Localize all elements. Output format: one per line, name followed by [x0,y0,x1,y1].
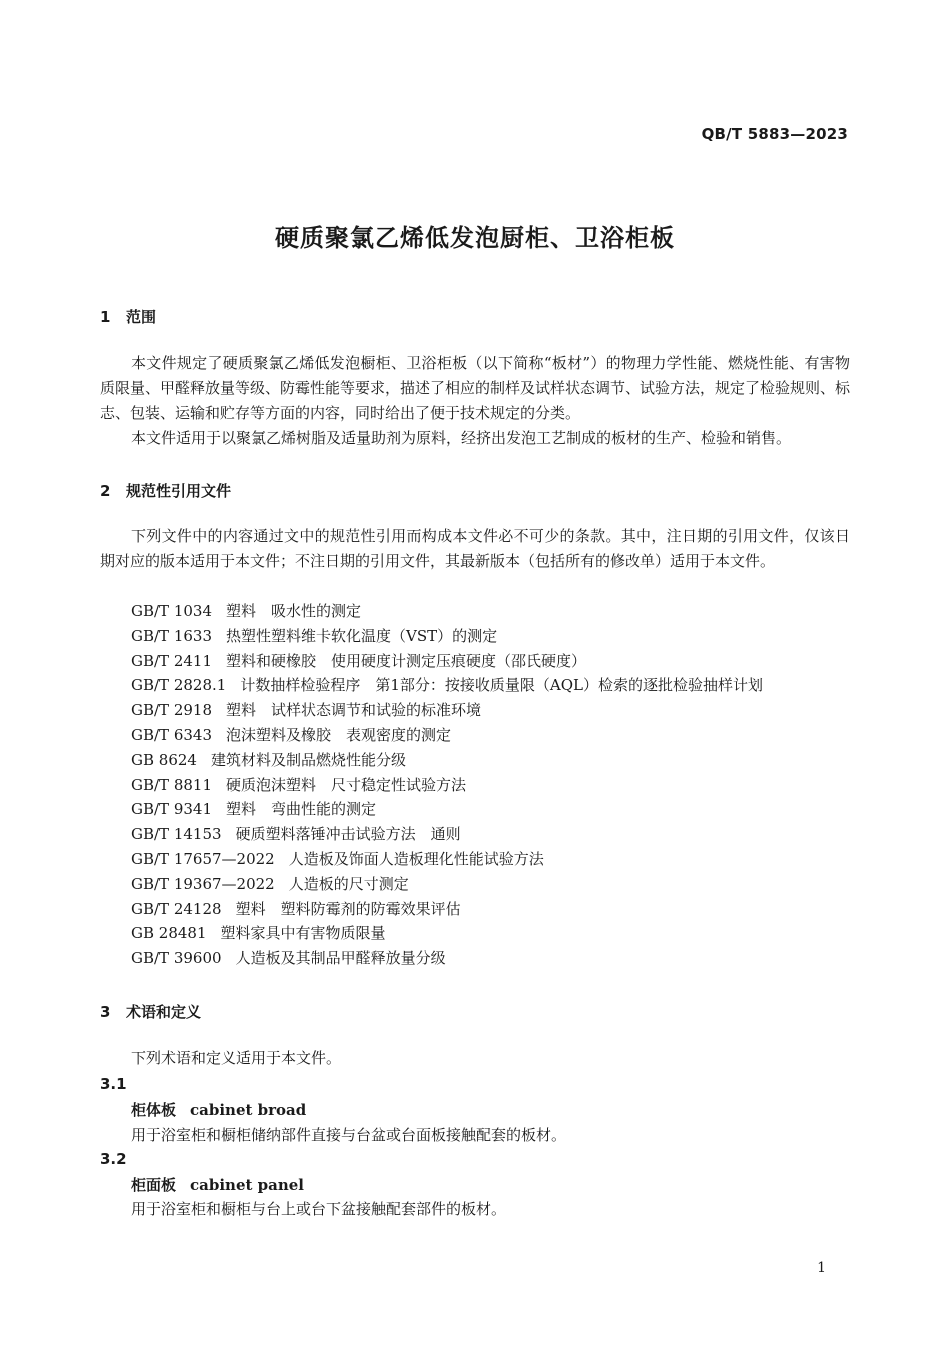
reference-item [131,797,763,822]
term-en: cabinet broad [190,1101,307,1119]
term-zh: 柜面板 [131,1176,177,1194]
reference-code: GB/T 39600 [131,949,222,968]
term-entry [131,1099,306,1120]
scope-paragraph-2: 本文件适用于以聚氯乙烯树脂及适量助剂为原料，经挤出发泡工艺制成的板材的生产、检验和销售。 [131,429,792,447]
reference-item [131,723,763,748]
reference-code: GB/T 24128 [131,899,222,918]
reference-title: 塑料 试样状态调节和试验的标准环境 [226,701,482,720]
reference-item [131,822,763,847]
section-number: 3 [100,1003,111,1021]
reference-item [131,773,763,798]
section-number: 1 [100,308,111,326]
reference-code: GB/T 17657—2022 [131,849,275,868]
standard-code: QB/T 5883—2023 [701,125,848,143]
normative-intro: 下列文件中的内容通过文中的规范性引用而构成本文件必不可少的条款。其中，注日期的引用文件，仅该日期对应的版本适用于本文件；不注日期的引用文件，其最新版本（包括所有的修改单）适用于本文件。 [100,527,850,570]
term-entry [131,1174,304,1195]
reference-code: GB/T 2411 [131,651,213,670]
reference-item [131,748,763,773]
clause-number: 3.2 [100,1150,127,1168]
term-definition: 用于浴室柜和橱柜储纳部件直接与台盆或台面板接触配套的板材。 [131,1126,567,1144]
section-title: 术语和定义 [126,1003,202,1021]
reference-item [131,599,763,624]
reference-title: 建筑材料及制品燃烧性能分级 [210,750,406,769]
reference-code: GB/T 2828.1 [131,676,227,695]
reference-item [131,847,763,872]
reference-code: GB/T 9341 [131,800,213,819]
reference-code: GB/T 14153 [131,825,222,844]
reference-code: GB/T 19367—2022 [131,874,275,893]
reference-title: 硬质泡沫塑料 尺寸稳定性试验方法 [226,775,467,794]
reference-code: GB/T 1034 [131,602,213,620]
document-title: 硬质聚氯乙烯低发泡厨柜、卫浴柜板 [275,224,675,252]
reference-item [131,698,763,723]
reference-title: 人造板及饰面人造板理化性能试验方法 [288,849,544,868]
reference-title: 人造板及其制品甲醛释放量分级 [235,949,446,968]
reference-title: 计数抽样检验程序 第1部分：按接收质量限（AQL）检索的逐批检验抽样计划 [240,676,763,695]
terms-intro: 下列术语和定义适用于本文件。 [131,1049,342,1067]
term-en: cabinet panel [190,1176,305,1194]
reference-title: 塑料 塑料防霉剂的防霉效果评估 [235,899,461,918]
reference-title: 塑料家具中有害物质限量 [220,924,386,943]
term-definition: 用于浴室柜和橱柜与台上或台下盆接触配套部件的板材。 [131,1200,507,1218]
reference-title: 塑料 弯曲性能的测定 [226,800,377,819]
section-title: 规范性引用文件 [126,482,232,500]
reference-title: 人造板的尺寸测定 [288,874,409,893]
section-number: 2 [100,482,111,500]
section-3-heading [100,1001,201,1022]
scope-paragraph-1: 本文件规定了硬质聚氯乙烯低发泡橱柜、卫浴柜板（以下简称“板材”）的物理力学性能、燃烧性能、有害物质限量、甲醛释放量等级、防霉性能等要求，描述了相应的制样及试样状态调节、试验方法，规定了检验规则、标志、包装、运输和贮存等方面的内容，同时给出了便于技术规定的分类。 [100,354,851,422]
reference-title: 硬质塑料落锤冲击试验方法 通则 [235,825,461,844]
reference-item [131,897,763,922]
reference-item [131,872,763,897]
reference-code: GB/T 6343 [131,725,213,744]
reference-code: GB 28481 [131,924,207,943]
reference-item [131,624,763,649]
reference-item [131,946,763,971]
reference-code: GB/T 2918 [131,701,213,720]
reference-code: GB/T 8811 [131,775,213,794]
reference-code: GB/T 1633 [131,626,213,645]
clause-number: 3.1 [100,1075,127,1093]
section-title: 范围 [126,308,157,326]
reference-title: 塑料和硬橡胶 使用硬度计测定压痕硬度（邵氏硬度） [226,651,587,670]
page-number: 1 [817,1260,826,1276]
reference-title: 泡沫塑料及橡胶 表观密度的测定 [226,725,452,744]
reference-list [131,599,763,971]
reference-item [131,673,763,698]
section-1-heading [100,306,156,327]
reference-title: 热塑性塑料维卡软化温度（VST）的测定 [226,626,498,645]
section-2-heading [100,480,231,501]
reference-item [131,921,763,946]
term-zh: 柜体板 [131,1101,177,1119]
reference-code: GB 8624 [131,750,197,769]
reference-item [131,649,763,674]
reference-title: 塑料 吸水性的测定 [226,602,362,620]
